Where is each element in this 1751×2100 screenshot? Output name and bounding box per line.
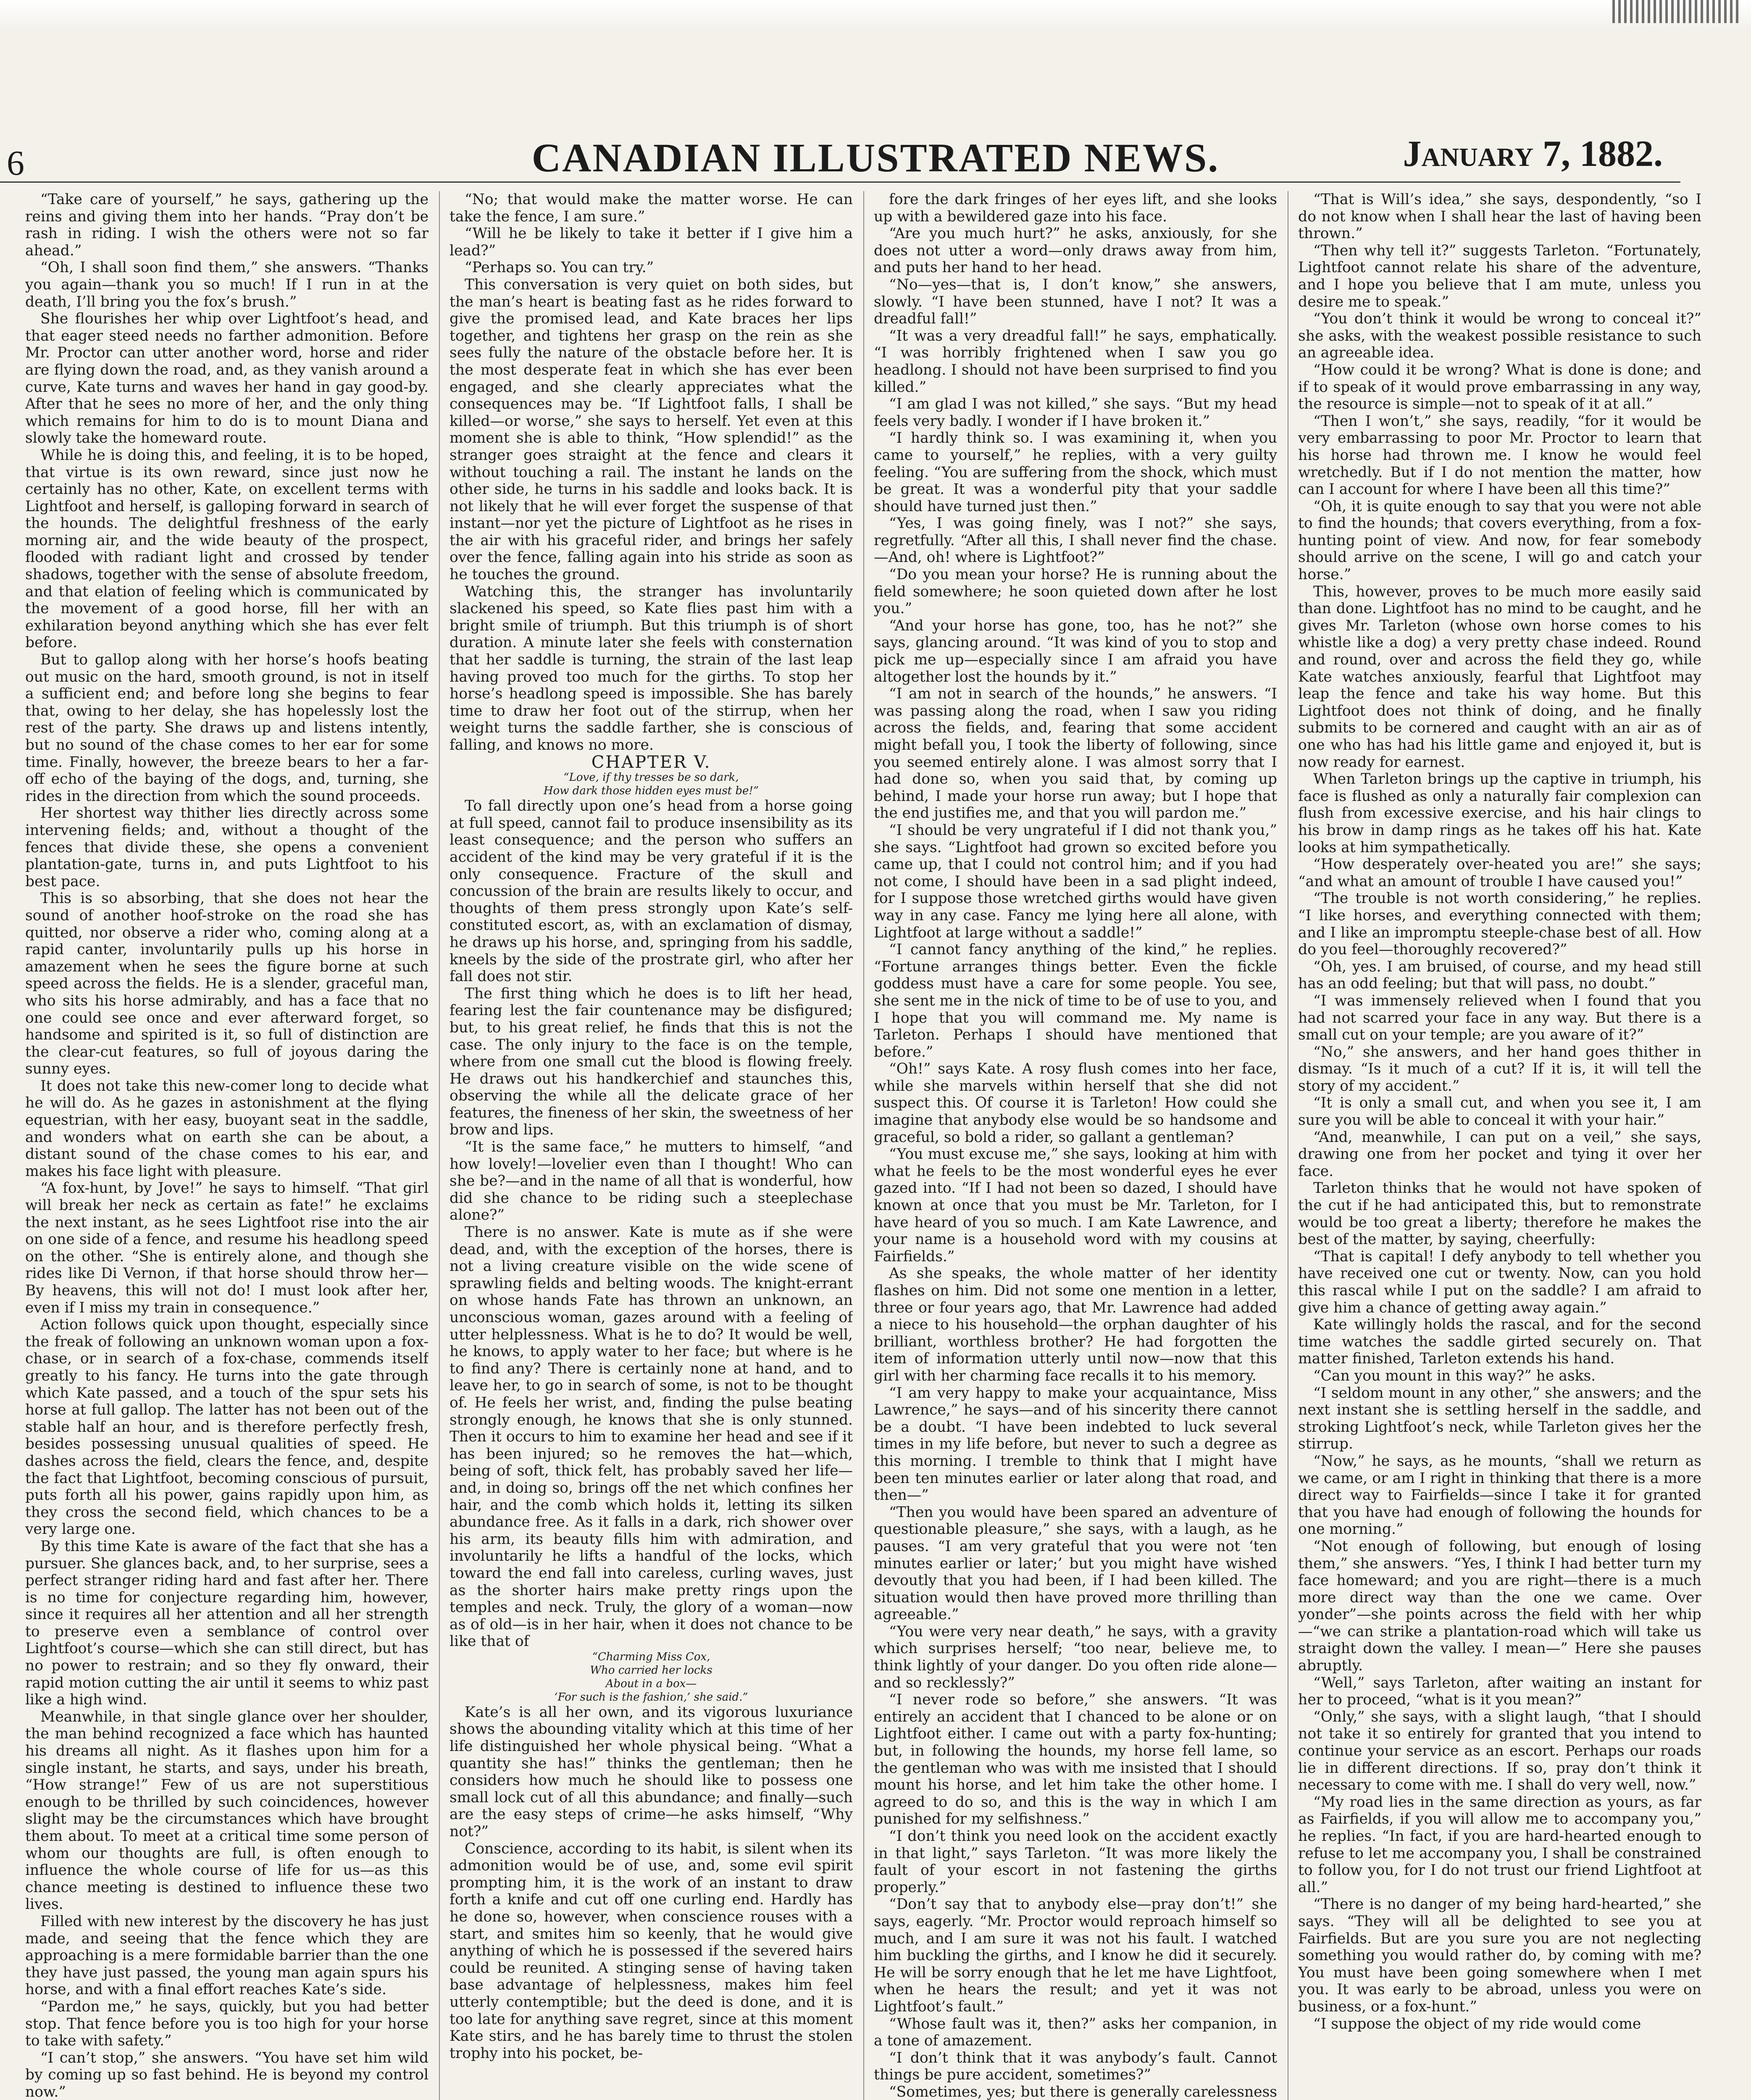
masthead	[0, 118, 1751, 183]
paragraph: Her shortest way thither lies directly across some intervening fields; and, without a thought of the fences that divide these, she opens a convenient plantation-gate, turns in, and puts Lightfoot to his best pace.	[25, 805, 429, 890]
paragraph: Kate willingly holds the rascal, and for the second time watches the saddle girted securely on. That matter finished, Tarleton extends his hand.	[1298, 1316, 1701, 1368]
paragraph: “I am glad I was not killed,” she says. “But my head feels very badly. I wonder if I have broken it.”	[874, 396, 1277, 430]
paragraph: “A fox-hunt, by Jove!” he says to himself. “That girl will break her neck as certain as fate!” he exclaims the next instant, as he sees Lightfoot rise into the air on one side of a fence, and resume his headlong speed on the other. “She is entirely alone, and though she rides like Di Vernon, if that horse should throw her—By heavens, this will not do! I must look after her, even if I miss my train in consequence.”	[25, 1180, 429, 1316]
paragraph: Meanwhile, in that single glance over her shoulder, the man behind recognized a face which has haunted his dreams all night. As it flashes upon him for a single instant, he starts, and says, under his breath, “How strange!” Few of us are not superstitious enough to be thrilled by such coincidences, however slight may be the circumstances which have brought them about. To meet at a critical time some person of whom our thoughts are full, is often enough to influence the whole course of life for us—as this chance meeting is destined to influence these two lives.	[25, 1708, 429, 1913]
paragraph: “Sometimes, yes; but there is generally carelessness	[889, 2083, 1277, 2100]
column-2	[450, 191, 853, 2100]
masthead-rule	[0, 181, 1680, 183]
paragraph: “Now,” he says, as he mounts, “shall we return as we came, or am I right in thinking that there is a more direct way to Fairfields—since I take it for granted that you have had enough of following the hounds for one morning.”	[1298, 1452, 1701, 1538]
newspaper-title: CANADIAN ILLUSTRATED NEWS.	[531, 135, 1220, 180]
paragraph: This conversation is very quiet on both sides, but the man’s heart is beating fast as he rides forward to give the promised lead, and Kate braces her lips together, and tightens her grasp on the rein as she sees fully the nature of the obstacle before her. It is the most desperate feat in which she has ever been engaged, and she clearly appreciates what the consequences may be. “If Lightfoot falls, I shall be killed—or worse,” she says to herself. Yet even at this moment she is able to think, “How splendid!” as the stranger goes straight at the fence and clears it without touching a rail. The instant he lands on the other side, he turns in his saddle and looks back. It is not likely that he will ever forget the suspense of that instant—nor yet the picture of Lightfoot as he rises in the air with his graceful rider, and brings her safely over the fence, falling again into his stride as soon as he touches the ground.	[450, 276, 853, 583]
paragraph: fore the dark fringes of her eyes lift, and she looks up with a bewildered gaze into his face.	[874, 191, 1277, 225]
page-number: 6	[7, 144, 24, 183]
paragraph: While he is doing this, and feeling, it is to be hoped, that virtue is its own reward, since just now he certainly has no other, Kate, on excellent terms with Lightfoot and herself, is galloping forward in search of the hounds. The delightful freshness of the early morning air, and the wide beauty of the prospect, flooded with radiant light and crossed by tender shadows, together with the sense of absolute freedom, and that elation of feeling which is communicated by the movement of a good horse, fill her with an exhilaration beyond anything which she has ever felt before.	[25, 446, 429, 651]
paragraph: “How desperately over-heated you are!” she says; “and what an amount of trouble I have caused you!”	[1298, 856, 1701, 890]
paragraph: Filled with new interest by the discovery he has just made, and seeing that the fence which they are approaching is a mere formidable barrier than the one they have just passed, the young man again spurs his horse, and with a final effort reaches Kate’s side.	[25, 1913, 429, 1998]
column-divider	[863, 191, 864, 2100]
chapter-heading: CHAPTER V.	[591, 752, 711, 772]
verse-quote: “Charming Miss Cox, Who carried her locks About in a box— ‘For such is the fashion,’ she said.”	[554, 1650, 748, 1704]
paragraph: “Perhaps so. You can try.”	[465, 259, 654, 276]
article-columns	[25, 191, 1714, 2100]
paragraph: “I never rode so before,” she answers. “It was entirely an accident that I chanced to be alone or on Lightfoot either. I came out with a party fox-hunting; but, in following the hounds, my horse fell lame, so the gentleman who was with me insisted that I should mount his horse, and let him take the other home. I agreed to do so, and this is the way in which I am punished for my selfishness.”	[874, 1691, 1277, 1828]
paragraph: “Yes, I was going finely, was I not?” she says, regretfully. “After all this, I shall never find the chase.—And, oh! where is Lightfoot?”	[874, 515, 1277, 566]
paragraph: “Well,” says Tarleton, after waiting an instant for her to proceed, “what is it you mean?”	[1298, 1674, 1701, 1709]
page-top-edge	[0, 0, 1751, 29]
paragraph: “Oh, I shall soon find them,” she answers. “Thanks you again—thank you so much! If I run in at the death, I’ll bring you the fox’s brush.”	[25, 259, 429, 310]
paragraph: This is so absorbing, that she does not hear the sound of another hoof-stroke on the road she has quitted, nor observe a rider who, coming along at a rapid canter, involuntarily pulls up his horse in amazement when he sees the figure borne at such speed across the fields. He is a slender, graceful man, who sits his horse admirably, and has a face that no one could see once and ever afterward forget, so handsome and spirited is it, so full of distinction are the clear-cut features, so full of joyous daring the sunny eyes.	[25, 890, 429, 1078]
paragraph: “Can you mount in this way?” he asks.	[1313, 1367, 1596, 1384]
paragraph: “Oh, it is quite enough to say that you were not able to find the hounds; that covers everything, from a fox-hunting point of view. And now, for fear somebody should arrive on the scene, I will go and catch your horse.”	[1298, 498, 1701, 583]
paragraph: “You don’t think it would be wrong to conceal it?” she asks, with the weakest possible resistance to such an agreeable idea.	[1298, 310, 1701, 362]
column-1	[25, 191, 429, 2100]
paragraph: “I don’t think you need look on the accident exactly in that light,” says Tarleton. “It was more likely the fault of your escort in not fastening the girths properly.”	[874, 1828, 1277, 1896]
paragraph: “No; that would make the matter worse. He can take the fence, I am sure.”	[450, 191, 853, 225]
paragraph: “Don’t say that to anybody else—pray don’t!” she says, eagerly. “Mr. Proctor would reproach himself so much, and I am sure it was not his fault. I watched him buckling the girths, and I know he did it securely. He will be sorry enough that he let me have Lightfoot, when he hears the result; and yet it was not Lightfoot’s fault.”	[874, 1896, 1277, 2015]
paragraph: “You were very near death,” he says, with a gravity which surprises herself; “too near, believe me, to think lightly of your danger. Do you often ride alone—and so recklessly?”	[874, 1623, 1277, 1691]
paragraph: “Oh!” says Kate. A rosy flush comes into her face, while she marvels within herself that she did not suspect this. Of course it is Tarleton! How could she imagine that anybody else would be so handsome and graceful, so bold a rider, so gallant a gentleman?	[874, 1060, 1277, 1146]
column-3	[874, 191, 1277, 2100]
paragraph: Conscience, according to its habit, is silent when its admonition would be of use, and, some evil spirit prompting him, it is the work of an instant to draw forth a knife and cut off one curling end. Hardly has he done so, however, when conscience rouses with a start, and smites him so keenly, that he would give anything of which he is possessed if the severed hairs could be reunited. A stinging sense of having taken base advantage of helplessness, makes him feel utterly contemptible; but the deed is done, and it is too late for anything save regret, since at this moment Kate stirs, and he has barely time to thrust the stolen trophy into his pocket, be-	[450, 1840, 853, 2062]
paragraph: “I cannot fancy anything of the kind,” he replies. “Fortune arranges things better. Even the fickle goddess must have a care for some people. You see, she sent me in the nick of time to be of use to you, and I hope that you will command me. My name is Tarleton. Perhaps I should have mentioned that before.”	[874, 941, 1277, 1060]
paragraph: “I can’t stop,” she answers. “You have set him wild by coming up so fast behind. He is beyond my control now.”	[25, 2049, 429, 2100]
paragraph: “I hardly think so. I was examining it, when you came to yourself,” he replies, with a very guilty feeling. “You are suffering from the shock, which must be great. It was a wonderful pity that your saddle should have turned just then.”	[874, 430, 1277, 515]
paragraph: She flourishes her whip over Lightfoot’s head, and that eager steed needs no farther admonition. Before Mr. Proctor can utter another word, horse and rider are flying down the road, and, as they vanish around a curve, Kate turns and waves her hand in gay good-by. After that he sees no more of her, and the only thing which remains for him to do is to mount Diana and slowly take the homeward route.	[25, 310, 429, 447]
paragraph: It does not take this new-comer long to decide what he will do. As he gazes in astonishment at the flying equestrian, with her easy, buoyant seat in the saddle, and wonders what on earth she can be about, a distant sound of the chase comes to his ear, and makes his face light with pleasure.	[25, 1077, 429, 1180]
paragraph: Watching this, the stranger has involuntarily slackened his speed, so Kate flies past him with a bright smile of triumph. But this triumph is of short duration. A minute later she feels with consternation that her saddle is turning, the strain of the last leap having proved too much for the girths. To stop her horse’s headlong speed is impossible. She has barely time to draw her foot out of the stirrup, when her weight turns the saddle farther, she is conscious of falling, and knows no more.	[450, 583, 853, 753]
paragraph: “That is Will’s idea,” she says, despondently, “so I do not know when I shall hear the last of having been thrown.”	[1298, 191, 1701, 242]
paragraph: “I am not in search of the hounds,” he answers. “I was passing along the road, when I saw you riding across the fields, and, fearing that some accident might befall you, I took the liberty of following, since you seemed entirely alone. I was almost sorry that I had done so, when you said that, by coming up behind, I made your horse run away; but I hope that the end justifies me, and that you will pardon me.”	[874, 685, 1277, 822]
paragraph: “And, meanwhile, I can put on a veil,” she says, drawing one from her pocket and tying it over her face.	[1298, 1129, 1701, 1180]
paragraph: “It is the same face,” he mutters to himself, “and how lovely!—lovelier even than I thought! Who can she be?—and in the name of all that is wonderful, how did she chance to be riding such a steeplechase alone?”	[450, 1139, 853, 1224]
paragraph: “That is capital! I defy anybody to tell whether you have received one cut or twenty. Now, can you hold this rascal while I put on the saddle? I am afraid to give him a chance of getting away again.”	[1298, 1248, 1701, 1316]
paragraph: “I don’t think that it was anybody’s fault. Cannot things be pure accident, sometimes?”	[874, 2049, 1277, 2084]
paragraph: “It is only a small cut, and when you see it, I am sure you will be able to conceal it with your hair.”	[1298, 1095, 1701, 1129]
paragraph: “Only,” she says, with a slight laugh, “that I should not take it so entirely for granted that you intend to continue your service as an escort. Perhaps our roads lie in different directions. If so, pray don’t think it necessary to come with me. I shall do very well, now.”	[1298, 1708, 1701, 1794]
epigraph: “Love, if thy tresses be so dark, How dark those hidden eyes must be!”	[543, 771, 759, 798]
paragraph: “Whose fault was it, then?” asks her companion, in a tone of amazement.	[874, 2015, 1277, 2050]
paragraph: “Will he be likely to take it better if I give him a lead?”	[450, 225, 853, 259]
paragraph: “Then I won’t,” she says, readily, “for it would be very embarrassing to poor Mr. Proctor to learn that his horse had thrown me. I know he would feel wretchedly. But if I do not mention the matter, how can I account for where I have been all this time?”	[1298, 412, 1701, 498]
paragraph: “I should be very ungrateful if I did not thank you,” she says. “Lightfoot had grown so excited before you came up, that I could not control him; and if you had not come, I should have been in a sad plight indeed, for I suppose those wretched girths would have given way in any case. Fancy me lying here all alone, with Lightfoot at large without a saddle!”	[874, 822, 1277, 941]
paragraph: This, however, proves to be much more easily said than done. Lightfoot has no mind to be caught, and he gives Mr. Tarleton (whose own horse comes to his whistle like a dog) a very pretty chase indeed. Round and round, over and across the field they go, while Kate watches anxiously, fearful that Lightfoot may leap the fence and take his way home. But this Lightfoot does not think of doing, and he finally submits to be cornered and caught with an air as of one who has had his little game and enjoyed it, but is now ready for earnest.	[1298, 583, 1701, 771]
paragraph: “Take care of yourself,” he says, gathering up the reins and giving them into her hands. “Pray don’t be rash in riding. I wish the others were not so far ahead.”	[25, 191, 429, 259]
paragraph: “No,” she answers, and her hand goes thither in dismay. “Is it much of a cut? If it is, it will tell the story of my accident.”	[1298, 1043, 1701, 1095]
paragraph: “How could it be wrong? What is done is done; and if to speak of it would prove embarrassing in any way, the resource is simple—not to speak of it at all.”	[1298, 361, 1701, 413]
paragraph: “Pardon me,” he says, quickly, but you had better stop. That fence before you is too high for your horse to take with safety.”	[25, 1998, 429, 2050]
paragraph: Tarleton thinks that he would not have spoken of the cut if he had anticipated this, but to remonstrate would be too great a liberty; therefore he makes the best of the matter, by saying, cheerfully:	[1298, 1180, 1701, 1248]
paragraph: “I was immensely relieved when I found that you had not scarred your face in any way. But there is a small cut on your temple; are you aware of it?”	[1298, 992, 1701, 1044]
column-4	[1298, 191, 1701, 2100]
paragraph: “And your horse has gone, too, has he not?” she says, glancing around. “It was kind of you to stop and pick me up—especially since I am afraid you have altogether lost the hounds by it.”	[874, 617, 1277, 685]
scan-artifact	[1612, 0, 1738, 23]
paragraph: When Tarleton brings up the captive in triumph, his face is flushed as only a naturally fair complexion can flush from excessive exercise, and his hair clings to his brow in damp rings as he takes off his hat. Kate looks at him sympathetically.	[1298, 771, 1701, 856]
paragraph: “Oh, yes. I am bruised, of course, and my head still has an odd feeling; but that will pass, no doubt.”	[1298, 958, 1701, 992]
column-divider	[439, 191, 440, 2100]
paragraph: “My road lies in the same direction as yours, as far as Fairfields, if you will allow me to accompany you,” he replies. “In fact, if you are hard-hearted enough to refuse to let me accompany you, I shall be constrained to follow you, for I do not trust our friend Lightfoot at all.”	[1298, 1793, 1701, 1896]
paragraph: “Then why tell it?” suggests Tarleton. “Fortunately, Lightfoot cannot relate his share of the adventure, and I hope you believe that I am mute, unless you desire me to speak.”	[1298, 242, 1701, 310]
paragraph: “I seldom mount in any other,” she answers; and the next instant she is settling herself in the saddle, and stroking Lightfoot’s neck, while Tarleton gives her the stirrup.	[1298, 1384, 1701, 1453]
paragraph: To fall directly upon one’s head from a horse going at full speed, cannot fail to produce insensibility as its least consequence; and the person who suffers an accident of the kind may be very grateful if it is the only consequence. Fracture of the skull and concussion of the brain are results likely to occur, and thoughts of them press strongly upon Kate’s self-constituted escort, as, with an exclamation of dismay, he draws up his horse, and, springing from his saddle, kneels by the side of the prostrate girl, who after her fall does not stir.	[450, 798, 853, 985]
paragraph: “Not enough of following, but enough of losing them,” she answers. “Yes, I think I had better turn my face homeward; and you are right—there is a much more direct way than the one we came. Over yonder”—she points across the field with her whip—“we can strike a plantation-road which will take us straight down the valley. I mean—” Here she pauses abruptly.	[1298, 1538, 1701, 1675]
paragraph: But to gallop along with her horse’s hoofs beating out music on the hard, smooth ground, is not in itself a sufficient end; and before long she begins to fear that, owing to her delay, she has hopelessly lost the rest of the party. She draws up and listens intently, but no sound of the chase comes to her ear for some time. Finally, however, the breeze bears to her a far-off echo of the baying of the dogs, and, turning, she rides in the direction from which the sound proceeds.	[25, 651, 429, 805]
paragraph: “The trouble is not worth considering,” he replies. “I like horses, and everything connected with them; and I like an impromptu steeple-chase best of all. How do you feel—thoroughly recovered?”	[1298, 890, 1701, 958]
issue-date: January 7, 1882.	[1403, 134, 1663, 174]
paragraph: Action follows quick upon thought, especially since the freak of following an unknown woman upon a fox-chase, or in search of a fox-chase, commends itself greatly to his fancy. He turns into the gate through which Kate passed, and a touch of the spur sets his horse at full gallop. The latter has not been out of the stable half an hour, and is therefore perfectly fresh, besides possessing unusual qualities of speed. He dashes across the field, clears the fence, and, despite the fact that Lightfoot, becoming conscious of pursuit, puts forth all his power, gains rapidly upon him, as they cross the second field, which chances to be a very large one.	[25, 1316, 429, 1538]
paragraph: Kate’s is all her own, and its vigorous luxuriance shows the abounding vitality which at this time of her life distinguished her whole physical being. “What a quantity she has!” thinks the gentleman; then he considers how much he should like to possess one small lock cut of all this abundance; and finally—such are the easy steps of crime—he asks himself, “Why not?”	[450, 1704, 853, 1840]
paragraph: “You must excuse me,” she says, looking at him with what he feels to be the most wonderful eyes he ever gazed into. “If I had not been so dazed, I should have known at once that you must be Mr. Tarleton, for I have heard of you so much. I am Kate Lawrence, and your name is a household word with my cousins at Fairfields.”	[874, 1146, 1277, 1265]
paragraph: The first thing which he does is to lift her head, fearing lest the fair countenance may be disfigured; but, to his great relief, he finds that this is not the case. The only injury to the face is on the temple, where from one small cut the blood is flowing freely. He draws out his handkerchief and staunches this, observing the while all the delicate grace of her features, the fineness of her skin, the sweetness of her brow and lips.	[450, 985, 853, 1139]
paragraph: “Do you mean your horse? He is running about the field somewhere; he soon quieted down after he lost you.”	[874, 566, 1277, 617]
paragraph: “I am very happy to make your acquaintance, Miss Lawrence,” he says—and of his sincerity there cannot be a doubt. “I have been indebted to luck several times in my life before, but never to such a degree as this morning. I tremble to think that I might have been ten minutes earlier or later along that road, and then—”	[874, 1384, 1277, 1504]
paragraph: “There is no danger of my being hard-hearted,” she says. “They will all be delighted to see you at Fairfields. But are you sure you are not neglecting something you would rather do, by coming with me? You must have been going somewhere when I met you. It was early to be abroad, unless you were on business, or a fox-hunt.”	[1298, 1896, 1701, 2015]
paragraph: As she speaks, the whole matter of her identity flashes on him. Did not some one mention in a letter, three or four years ago, that Mr. Lawrence had added a niece to his household—the orphan daughter of his brilliant, worthless brother? He had forgotten the item of information utterly until now—now that this girl with her charming face recalls it to his memory.	[874, 1265, 1277, 1384]
paragraph: “It was a very dreadful fall!” he says, emphatically. “I was horribly frightened when I saw you go headlong. I should not have been surprised to find you killed.”	[874, 327, 1277, 396]
paragraph: “I suppose the object of my ride would come	[1313, 2015, 1641, 2032]
paragraph: “No—yes—that is, I don’t know,” she answers, slowly. “I have been stunned, have I not? It was a dreadful fall!”	[874, 276, 1277, 328]
paragraph: By this time Kate is aware of the fact that she has a pursuer. She glances back, and, to her surprise, sees a perfect stranger riding hard and fast after her. There is no time for conjecture regarding him, however, since it requires all her attention and all her strength to preserve even a semblance of control over Lightfoot’s course—which she can still direct, but has no power to restrain; and so they fly onward, their rapid motion cutting the air until it seems to whiz past like a high wind.	[25, 1538, 429, 1709]
paragraph: “Then you would have been spared an adventure of questionable pleasure,” she says, with a laugh, as he pauses. “I am very grateful that you were not ‘ten minutes earlier or later;’ but you might have wished devoutly that you had been, if I had been killed. The situation would then have proved more thrilling than agreeable.”	[874, 1504, 1277, 1623]
paragraph: “Are you much hurt?” he asks, anxiously, for she does not utter a word—only draws away from him, and puts her hand to her head.	[874, 225, 1277, 276]
paragraph: There is no answer. Kate is mute as if she were dead, and, with the exception of the horses, there is not a living creature visible on the wide scene of sprawling fields and belting woods. The knight-errant on whose hands Fate has thrown an unknown, an unconscious woman, gazes around with a feeling of utter helplessness. What is he to do? It would be well, he knows, to apply water to her face; but where is he to find any? There is certainly none at hand, and to leave her, to go in search of some, is not to be thought of. He feels her wrist, and, finding the pulse beating strongly enough, he knows that she is only stunned. Then it occurs to him to examine her head and see if it has been injured; so he removes the hat—which, being of soft, thick felt, has probably saved her life—and, in doing so, brings off the net which confines her hair, and the comb which holds it, letting its silken abundance free. As it falls in a dark, rich shower over his arm, its beauty fills him with admiration, and involuntarily he lifts a handful of the locks, which toward the end fall into careless, curling waves, just as the shorter hairs make pretty rings upon the temples and neck. Truly, the glory of a woman—now as of old—is in her hair, when it does not chance to be like that of	[450, 1224, 853, 1650]
